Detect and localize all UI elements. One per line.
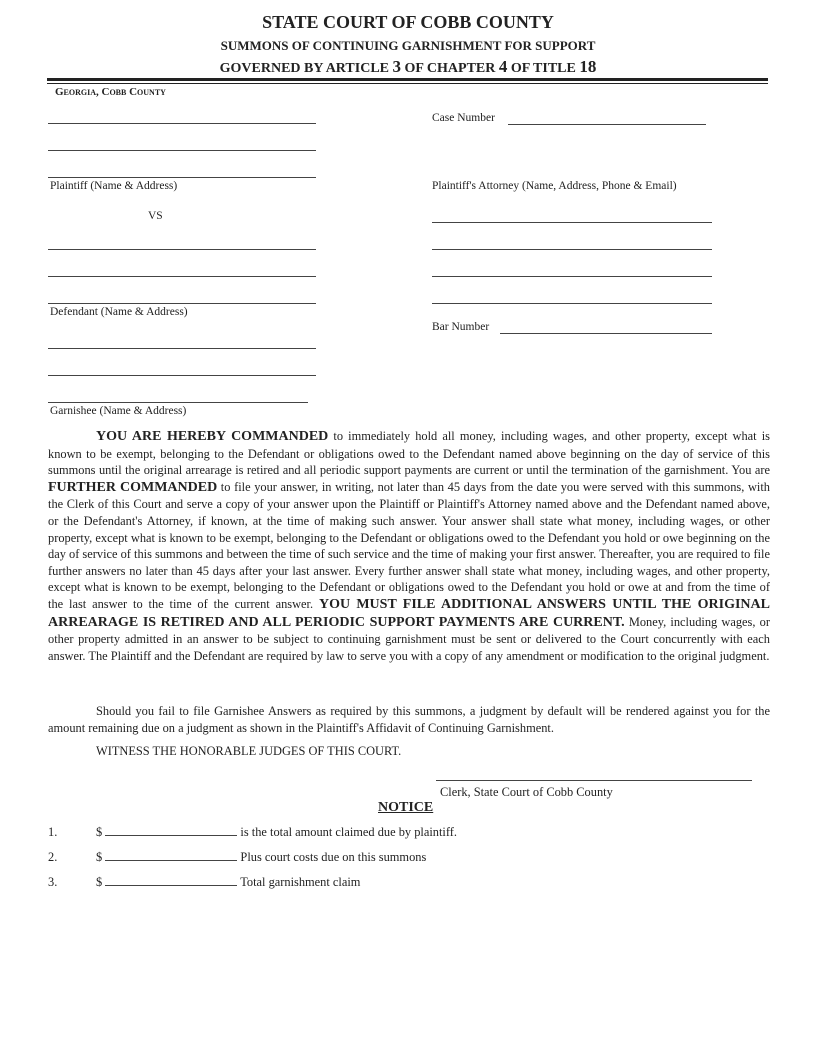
dollar-sign: $ xyxy=(96,825,103,839)
further-commanded: FURTHER COMMANDED xyxy=(48,479,218,495)
garnishee-line-1[interactable] xyxy=(48,348,316,349)
notice-item-row xyxy=(96,875,360,890)
defendant-line-1[interactable] xyxy=(48,249,316,250)
command-paragraph xyxy=(48,428,770,664)
page-title: STATE COURT OF COBB COUNTY xyxy=(262,12,554,32)
governed-text: OF CHAPTER xyxy=(401,61,499,76)
notice-item xyxy=(48,825,57,840)
bar-number-label: Bar Number xyxy=(432,321,490,333)
header-rule-thin xyxy=(47,83,768,84)
plaintiff-attorney-label: Plaintiff's Attorney (Name, Address, Phone & Email) xyxy=(432,180,677,192)
notice-item xyxy=(48,850,57,865)
defendant-label: Defendant (Name & Address) xyxy=(50,306,188,318)
case-number-field[interactable] xyxy=(508,124,706,125)
notice-item-text: Total garnishment claim xyxy=(240,875,361,889)
plaintiff-label: Plaintiff (Name & Address) xyxy=(50,180,178,192)
command-text: to file your answer, in writing, not later than 45 days from the date you were served with this summons, with the Clerk of this Court and serve a copy of your answer upon the Plaintiff or Plaintiff's Attorney named above and the Defendant named above, or the Defendant's Attorney, if known, at the time of making such answer. Your answer shall state what money, including wages, or other property, except what is known to be exempt, belonging to the Defendant or obligations owed to the Defendant you hold or owe beginning on the day of service of this summons and between the time of such service and the time of making your first answer. Thereafter, you are required to file further answers no later than 45 days after your last answer. Every further answer shall state what money, including wages, and other property, except what is known to be exempt, belonging to the Defendant or obligations owed to the Defendant you hold or owe at and from the time of the last answer to the time of the current answer. xyxy=(48,479,770,611)
garnishee-label: Garnishee (Name & Address) xyxy=(50,405,187,417)
attorney-line-1[interactable] xyxy=(432,222,712,223)
page-subtitle: SUMMONS OF CONTINUING GARNISHMENT FOR SUPPORT xyxy=(220,38,596,53)
hereby-commanded: YOU ARE HEREBY COMMANDED xyxy=(96,429,329,444)
witness-paragraph xyxy=(48,743,770,760)
must-file-additional: YOU MUST FILE ADDITIONAL ANSWERS UNTIL THE ORIGINAL ARREARAGE IS RETIRED AND ALL PERIODIC SUPPORT PAYMENTS ARE CURRENT. xyxy=(48,596,770,630)
title-number: 18 xyxy=(579,57,597,76)
notice-item-number: 2. xyxy=(48,850,58,864)
plaintiff-line-1[interactable] xyxy=(48,123,316,124)
defendant-line-2[interactable] xyxy=(48,276,316,277)
notice-item xyxy=(48,875,57,890)
notice-item-number: 1. xyxy=(48,825,58,839)
court-costs-field[interactable] xyxy=(105,850,237,861)
dollar-sign: $ xyxy=(96,875,103,889)
attorney-line-4[interactable] xyxy=(432,303,712,304)
bar-number-field[interactable] xyxy=(500,333,712,334)
total-claim-field[interactable] xyxy=(105,875,237,886)
notice-item-text: is the total amount claimed due by plaintiff. xyxy=(240,825,457,839)
vs-label: VS xyxy=(148,210,163,222)
amount-claimed-field[interactable] xyxy=(105,825,237,836)
attorney-line-3[interactable] xyxy=(432,276,712,277)
command-text: to immediately hold all money, including wages, and other property, except what is known to be exempt, belonging to the Defendant or obligations owed to the Defendant named above beginning on the day of service of this summons until the original arrearage is retired and all periodic support payments are current or until the termination of the garnishment. You are xyxy=(48,429,770,478)
venue-label: Georgia, Cobb County xyxy=(55,86,166,98)
dollar-sign: $ xyxy=(96,850,103,864)
notice-item-text: Plus court costs due on this summons xyxy=(240,850,427,864)
notice-item-row xyxy=(96,825,457,840)
garnishee-line-2[interactable] xyxy=(48,375,316,376)
header-rule-thick xyxy=(47,78,768,81)
garnishee-line-3[interactable] xyxy=(48,402,308,403)
plaintiff-line-3[interactable] xyxy=(48,177,316,178)
witness-text: WITNESS THE HONORABLE JUDGES OF THIS COURT. xyxy=(96,744,402,758)
clerk-signature-line[interactable] xyxy=(436,780,752,781)
notice-item-row xyxy=(96,850,426,865)
article-number: 3 xyxy=(392,57,401,76)
governed-text: OF TITLE xyxy=(507,61,580,76)
defendant-line-3[interactable] xyxy=(48,303,316,304)
case-number-label: Case Number xyxy=(432,112,495,124)
governed-by-line xyxy=(0,57,816,77)
attorney-line-2[interactable] xyxy=(432,249,712,250)
clerk-label: Clerk, State Court of Cobb County xyxy=(440,785,613,799)
default-text: Should you fail to file Garnishee Answers as required by this summons, a judgment by default will be rendered against you for the amount remaining due on a judgment as shown in the Plaintiff's Affidavit of Continuing Garnishment. xyxy=(48,704,770,735)
notice-item-number: 3. xyxy=(48,875,58,889)
notice-title: NOTICE xyxy=(378,800,434,815)
command-text: Money, including wages, or other property admitted in an answer to be subject to continuing garnishment must be sent or delivered to the Court concurrently with each answer. The Plaintiff and the Defendant are required by law to serve you with a copy of any amendment or modification to the original judgment. xyxy=(48,614,770,663)
default-paragraph xyxy=(48,703,770,736)
governed-text: GOVERNED BY ARTICLE xyxy=(219,61,393,76)
plaintiff-line-2[interactable] xyxy=(48,150,316,151)
chapter-number: 4 xyxy=(498,57,508,76)
